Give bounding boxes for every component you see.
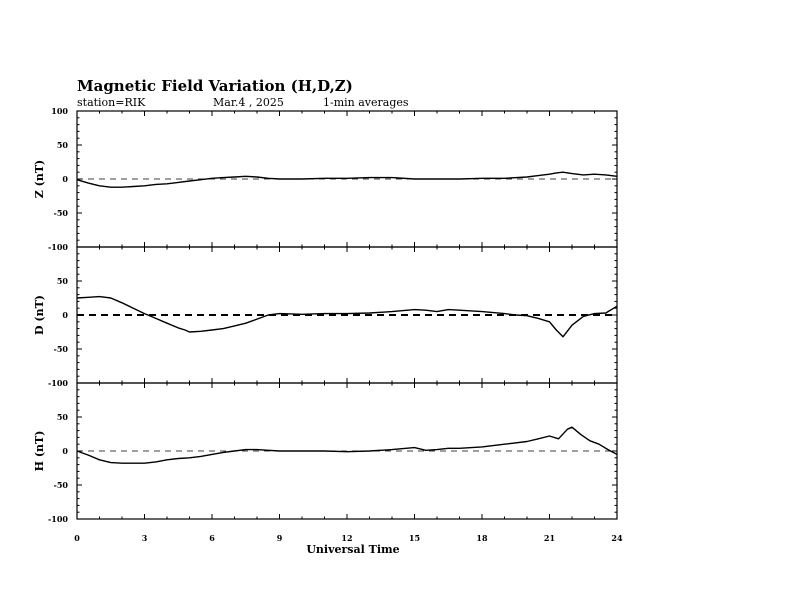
- x-tick-label: 15: [408, 533, 421, 543]
- y-tick-label: -50: [53, 344, 68, 354]
- panel-d: [33, 247, 617, 388]
- y-tick-label: -100: [47, 514, 68, 524]
- panels-group: [33, 106, 617, 524]
- x-tick-label: 0: [74, 533, 80, 543]
- y-tick-label: 0: [62, 174, 68, 184]
- x-tick-label: 24: [611, 533, 623, 543]
- x-tick-label: 3: [141, 533, 148, 543]
- x-tick-label: 21: [543, 533, 556, 543]
- x-tick-label: 18: [476, 533, 488, 543]
- y-tick-label: 50: [56, 140, 68, 150]
- y-axis-label: Z (nT): [33, 159, 46, 199]
- y-tick-label: -50: [53, 480, 68, 490]
- y-tick-label: -100: [47, 242, 68, 252]
- x-axis-label: Universal Time: [306, 543, 400, 556]
- y-tick-label: 50: [56, 276, 68, 286]
- y-axis-label: D (nT): [33, 295, 46, 335]
- y-tick-label: 0: [62, 446, 68, 456]
- series-line-d: [77, 297, 617, 337]
- y-axis-label: H (nT): [33, 430, 46, 472]
- panel-h: [33, 383, 617, 524]
- y-tick-label: -50: [53, 208, 68, 218]
- x-tick-label: 9: [276, 533, 283, 543]
- chart-title: Magnetic Field Variation (H,D,Z): [77, 77, 353, 95]
- x-axis: [74, 533, 623, 543]
- station-label: station=RIK: [77, 96, 146, 109]
- x-tick-label: 12: [341, 533, 353, 543]
- y-tick-label: 100: [51, 106, 68, 116]
- series-line-h: [77, 427, 617, 463]
- y-tick-label: 50: [56, 412, 68, 422]
- y-tick-label: -100: [47, 378, 68, 388]
- x-tick-label: 6: [209, 533, 215, 543]
- series-line-z: [77, 172, 617, 187]
- y-tick-label: 0: [62, 310, 68, 320]
- date-label: Mar.4 , 2025: [213, 96, 284, 109]
- averaging-label: 1-min averages: [323, 96, 409, 109]
- panel-z: [33, 106, 617, 252]
